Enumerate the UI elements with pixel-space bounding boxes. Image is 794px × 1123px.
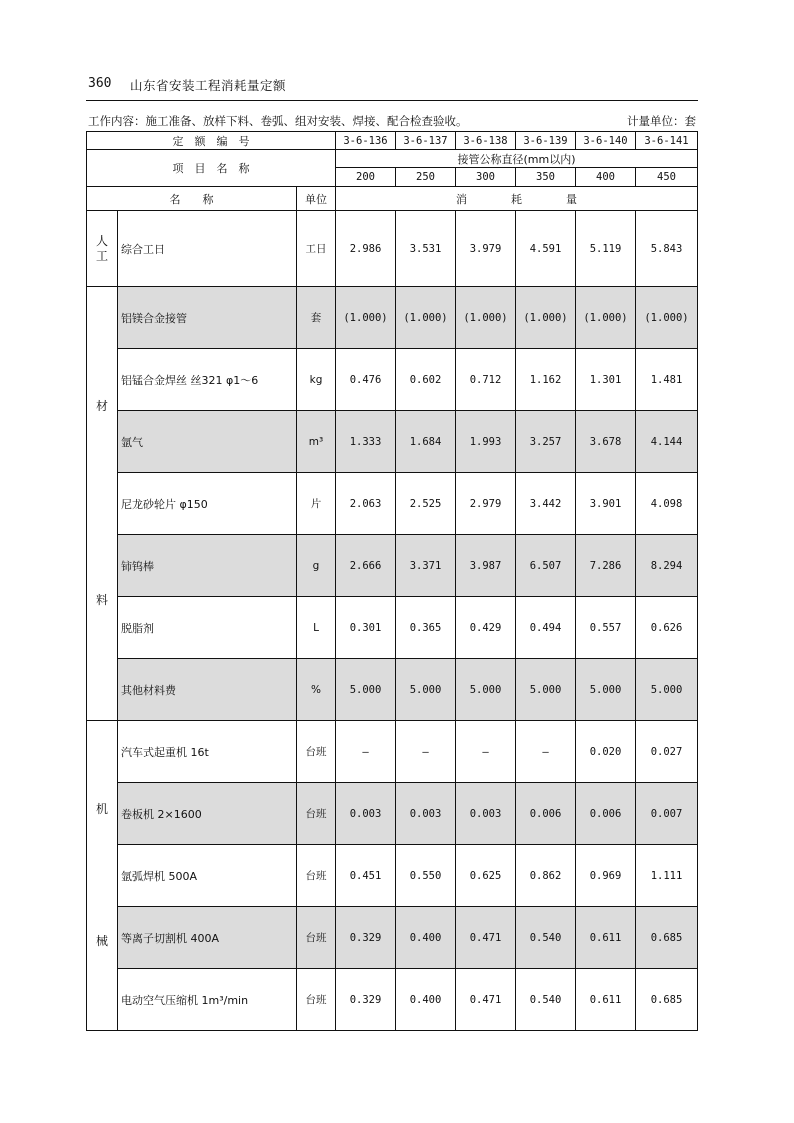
- consumption-value: 1.684: [396, 411, 456, 473]
- consumption-value: 0.550: [396, 845, 456, 907]
- consumption-value: 4.098: [636, 473, 698, 535]
- consumption-value: 0.007: [636, 783, 698, 845]
- category-cell: [87, 287, 118, 721]
- subheader-row: [87, 150, 698, 168]
- page-number: 360: [88, 76, 112, 91]
- table-row: [87, 907, 698, 969]
- consumption-value: 1.481: [636, 349, 698, 411]
- table-row: [87, 349, 698, 411]
- consumption-value: 5.000: [516, 659, 576, 721]
- consumption-value: 0.602: [396, 349, 456, 411]
- header-rule: [86, 100, 698, 101]
- consumption-value: (1.000): [636, 287, 698, 349]
- consumption-value: 0.611: [576, 907, 636, 969]
- consumption-value: 0.365: [396, 597, 456, 659]
- consumption-value: 0.557: [576, 597, 636, 659]
- consumption-value: —: [456, 721, 516, 783]
- work-content-line: [88, 113, 696, 131]
- item-unit: %: [297, 659, 336, 721]
- consumption-value: 0.626: [636, 597, 698, 659]
- consumption-value: 3.987: [456, 535, 516, 597]
- consumption-value: 0.451: [336, 845, 396, 907]
- consumption-value: 0.540: [516, 907, 576, 969]
- item-unit: 台班: [297, 783, 336, 845]
- consumption-value: 0.471: [456, 969, 516, 1031]
- category-char: 材: [95, 399, 108, 414]
- item-name: 综合工日: [118, 211, 297, 287]
- consumption-value: (1.000): [516, 287, 576, 349]
- item-unit: 套: [297, 287, 336, 349]
- category-char: 人: [95, 233, 108, 248]
- consumption-value: 7.286: [576, 535, 636, 597]
- category-char: 机: [95, 801, 108, 816]
- consumption-value: —: [516, 721, 576, 783]
- item-name: 铝镁合金接管: [118, 287, 297, 349]
- consumption-value: 0.625: [456, 845, 516, 907]
- quota-code: 3-6-136: [336, 132, 396, 150]
- consumption-value: 1.333: [336, 411, 396, 473]
- item-unit: 台班: [297, 907, 336, 969]
- consumption-value: 3.531: [396, 211, 456, 287]
- consumption-value: 5.119: [576, 211, 636, 287]
- diameter-subheader: 接管公称直径(mm以内): [336, 150, 698, 168]
- consumption-value: 0.540: [516, 969, 576, 1031]
- consumption-value: 5.000: [636, 659, 698, 721]
- item-name: 电动空气压缩机 1m³/min: [118, 969, 297, 1031]
- consumption-value: 2.986: [336, 211, 396, 287]
- table-row: [87, 411, 698, 473]
- consumption-value: 5.000: [456, 659, 516, 721]
- quota-code: 3-6-137: [396, 132, 456, 150]
- unit-of-measure: 计量单位：套: [627, 114, 696, 128]
- consumption-value: 3.442: [516, 473, 576, 535]
- category-char: 工: [95, 248, 108, 263]
- consumption-value: 2.525: [396, 473, 456, 535]
- table-row: [87, 845, 698, 907]
- item-name: 铈钨棒: [118, 535, 297, 597]
- consumption-value: 0.301: [336, 597, 396, 659]
- category-char: 械: [95, 934, 108, 949]
- diameter-value: 200: [336, 168, 396, 187]
- book-title: 山东省安装工程消耗量定额: [130, 78, 287, 93]
- table-row: [87, 287, 698, 349]
- category-char: 料: [95, 592, 108, 607]
- work-content: 工作内容：施工准备、放样下料、卷弧、组对安装、焊接、配合检查验收。: [88, 114, 468, 128]
- diameter-value: 450: [636, 168, 698, 187]
- consumption-value: —: [396, 721, 456, 783]
- consumption-value: 0.685: [636, 907, 698, 969]
- consumption-value: 2.063: [336, 473, 396, 535]
- consumption-value: 0.611: [576, 969, 636, 1031]
- consumption-value: 0.862: [516, 845, 576, 907]
- consumption-value: 5.000: [396, 659, 456, 721]
- consumption-value: 5.000: [576, 659, 636, 721]
- item-name: 其他材料费: [118, 659, 297, 721]
- quota-code-row: [87, 132, 698, 150]
- consumption-value: 0.003: [456, 783, 516, 845]
- consumption-value: 0.476: [336, 349, 396, 411]
- consumption-value: 0.400: [396, 969, 456, 1031]
- consumption-value: 1.301: [576, 349, 636, 411]
- consumption-value: 4.591: [516, 211, 576, 287]
- quota-table: [86, 131, 698, 1031]
- consumption-value: 1.993: [456, 411, 516, 473]
- quota-code: 3-6-140: [576, 132, 636, 150]
- column-unit-header: 单位: [297, 187, 336, 211]
- consumption-value: 3.678: [576, 411, 636, 473]
- consumption-value: 0.003: [336, 783, 396, 845]
- item-unit: 台班: [297, 969, 336, 1031]
- item-unit: g: [297, 535, 336, 597]
- table-row: [87, 211, 698, 287]
- category-cell: [87, 721, 118, 1031]
- table-row: [87, 659, 698, 721]
- table-row: [87, 721, 698, 783]
- item-unit: 工日: [297, 211, 336, 287]
- consumption-value: 4.144: [636, 411, 698, 473]
- consumption-value: 0.006: [576, 783, 636, 845]
- table-row: [87, 597, 698, 659]
- item-unit: 台班: [297, 721, 336, 783]
- consumption-value: 2.979: [456, 473, 516, 535]
- quota-code: 3-6-139: [516, 132, 576, 150]
- diameter-value: 250: [396, 168, 456, 187]
- column-header-row: [87, 187, 698, 211]
- item-name: 卷板机 2×1600: [118, 783, 297, 845]
- item-name: 等离子切割机 400A: [118, 907, 297, 969]
- consumption-value: 2.666: [336, 535, 396, 597]
- consumption-value: (1.000): [396, 287, 456, 349]
- consumption-value: 0.685: [636, 969, 698, 1031]
- consumption-value: 0.329: [336, 969, 396, 1031]
- consumption-value: 3.257: [516, 411, 576, 473]
- item-name: 氩气: [118, 411, 297, 473]
- diameter-value: 400: [576, 168, 636, 187]
- item-unit: kg: [297, 349, 336, 411]
- consumption-value: 6.507: [516, 535, 576, 597]
- column-consumption-header: 消 耗 量: [336, 187, 698, 211]
- consumption-value: 0.329: [336, 907, 396, 969]
- item-unit: 片: [297, 473, 336, 535]
- consumption-value: 5.843: [636, 211, 698, 287]
- item-name: 汽车式起重机 16t: [118, 721, 297, 783]
- consumption-value: 0.027: [636, 721, 698, 783]
- consumption-value: 0.003: [396, 783, 456, 845]
- consumption-value: 0.471: [456, 907, 516, 969]
- consumption-value: (1.000): [456, 287, 516, 349]
- diameter-value: 300: [456, 168, 516, 187]
- consumption-value: 1.162: [516, 349, 576, 411]
- consumption-value: 0.712: [456, 349, 516, 411]
- column-name-header: 名 称: [87, 187, 297, 211]
- consumption-value: —: [336, 721, 396, 783]
- page-header: [88, 76, 698, 98]
- consumption-value: (1.000): [576, 287, 636, 349]
- category-cell: [87, 211, 118, 287]
- consumption-value: 0.020: [576, 721, 636, 783]
- consumption-value: 0.494: [516, 597, 576, 659]
- quota-code: 3-6-141: [636, 132, 698, 150]
- table-row: [87, 969, 698, 1031]
- consumption-value: 3.901: [576, 473, 636, 535]
- consumption-value: 0.006: [516, 783, 576, 845]
- table-row: [87, 473, 698, 535]
- consumption-value: 0.400: [396, 907, 456, 969]
- item-name: 脱脂剂: [118, 597, 297, 659]
- item-name: 尼龙砂轮片 φ150: [118, 473, 297, 535]
- diameter-value: 350: [516, 168, 576, 187]
- consumption-value: 3.979: [456, 211, 516, 287]
- consumption-value: 8.294: [636, 535, 698, 597]
- item-unit: m³: [297, 411, 336, 473]
- consumption-value: 0.429: [456, 597, 516, 659]
- item-name: 氩弧焊机 500A: [118, 845, 297, 907]
- consumption-value: 0.969: [576, 845, 636, 907]
- consumption-value: 3.371: [396, 535, 456, 597]
- quota-code: 3-6-138: [456, 132, 516, 150]
- item-unit: L: [297, 597, 336, 659]
- consumption-value: (1.000): [336, 287, 396, 349]
- item-unit: 台班: [297, 845, 336, 907]
- table-row: [87, 535, 698, 597]
- item-name: 铝锰合金焊丝 丝321 φ1～6: [118, 349, 297, 411]
- consumption-value: 1.111: [636, 845, 698, 907]
- consumption-value: 5.000: [336, 659, 396, 721]
- quota-code-label: 定 额 编 号: [87, 132, 336, 150]
- project-name-label: 项 目 名 称: [87, 150, 336, 187]
- table-row: [87, 783, 698, 845]
